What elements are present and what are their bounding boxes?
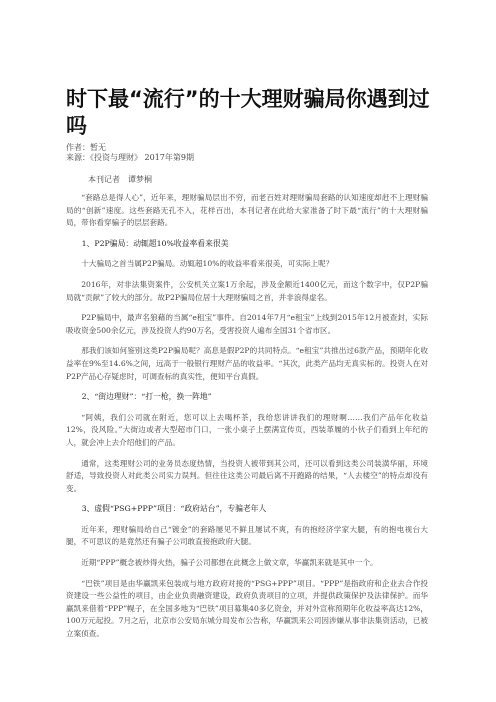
body-paragraph: P2P骗局中，最声名狼藉的当属“e租宝”事件。自2014年7月“e租宝”上线到2015年12月被查封，实际吸收资金500余亿元，涉及投资人约90万名，受害投资人遍布全国31个省市区。: [66, 313, 428, 335]
article-byline: 本刊记者 谭梦桐: [88, 175, 152, 184]
body-paragraph: 通常，这类理财公司的业务员态度热情，当投资人被带到其公司，还可以看到这类公司装潢华丽，环境舒适，导致投资人对此类公司实力误判。但往往这类公司最后离不开跑路的结果，“人去楼空”的特点却没有变。: [66, 458, 428, 493]
article-author: 作者：暂无: [66, 143, 106, 152]
body-paragraph: “巴铁”项目是由华赢凯来包装成与地方政府对接的“PSG+PPP”项目。“PPP”是指政府和企业去合作投资建设一些公益性的项目，由企业负责融资建设，政府负责项目的立项，并提供政策保护及法律保护。而华赢凯来借着“PPP”幌子，在全国多地为“巴铁”项目募集40多亿资金，并对外宣称预期年化收益率高达12%，100万元起投。7月之后，北京市公安局东城分局发布公告称，华赢凯来公司因涉嫌从事非法集资活动，已被立案侦查。: [66, 578, 428, 639]
section-heading-1: 1、P2P骗局：动辄超10%收益率看来很美: [81, 238, 229, 248]
body-paragraph: 十大骗局之首当属P2P骗局。动辄超10%的收益率看来很美，可实际上呢？: [81, 259, 334, 269]
body-paragraph: 2016年，对非法集资案件，公安机关立案1万余起，涉及金额近1400亿元，而这个数字中，仅P2P骗局就“贡献”了较大的部分。故P2P骗局位居十大理财骗局之首，并非浪得虚名。: [66, 279, 428, 302]
body-paragraph: 近期“PPP”概念被炒得火热，骗子公司都想在此概念上做文章，华赢凯来就是其中一个。: [81, 558, 378, 568]
body-paragraph: “阿姨，我们公司就在附近，您可以上去喝杯茶，我给您讲讲我们的理财啊……我们产品年化收益12%，没风险。”大街边或者大型超市门口，一张小桌子上摆满宣传页，西装革履的小伙子们看到上年纪的人，就会冲上去介绍他们的产品。: [66, 412, 428, 447]
article-source: 来源：《投资与理财》 2017年第9期: [66, 153, 194, 162]
body-paragraph: 近年来，理财骗局给自己“镀金”的套路屡见不鲜且屡试不爽，有的抱经济学家大腿，有的抱电视台大腿，不可思议的是竟然还有骗子公司敢直接抱政府大腿。: [66, 524, 428, 547]
article-body: [66, 192, 428, 649]
body-paragraph: 那我们该如何鉴别这类P2P骗局呢？高息是假P2P的共同特点。“e租宝”共推出过6款产品，预期年化收益率在9%至14.6%之间，远高于一般银行理财产品的收益率。“其次，此类产品均无真实标的。投资人在对P2P产品心存疑虑时，可调查标的真实性，便知平台真假。: [66, 346, 428, 381]
intro-paragraph: “套路总是得人心”，近年来，理财骗局层出不穷，而老百姓对理财骗局套路的认知速度却赶不上理财骗局的“创新”速度。这些套路无孔不入，花样百出，本刊记者在此给大家准备了时下最“流行”的十大理财骗局，带你看穿骗子的层层套路。: [66, 193, 428, 228]
article-title: 时下最“流行”的十大理财骗局你遇到过吗: [66, 87, 430, 138]
section-heading-2: 2、“街边理财”：“打一枪，换一阵地”: [81, 392, 212, 402]
section-heading-3: 3、虚假“PSG+PPP”项目：“政府站台”，专骗老年人: [81, 504, 267, 514]
